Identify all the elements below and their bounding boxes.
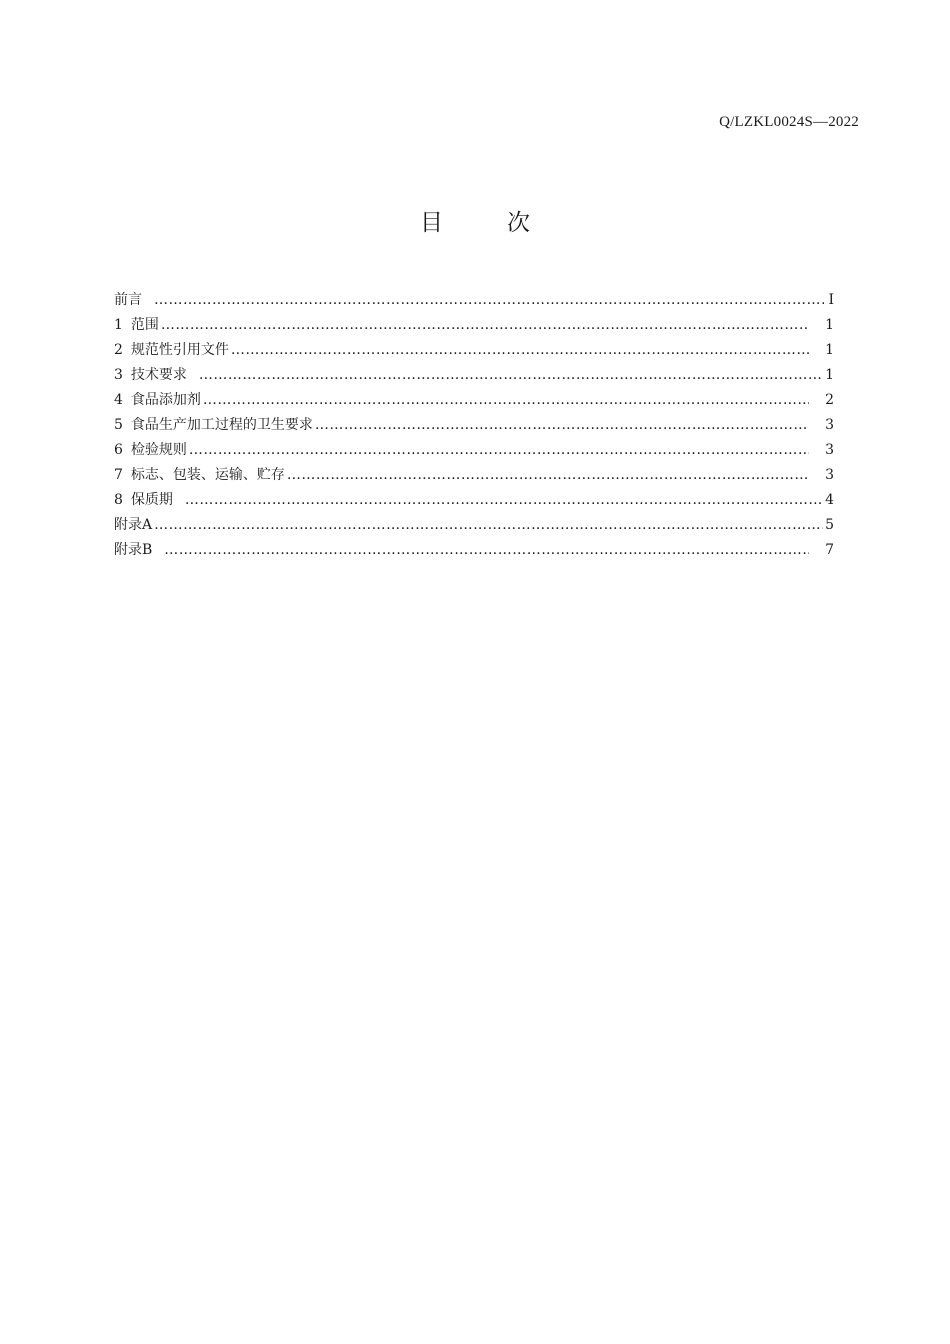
toc-entry-marking-packaging[interactable] xyxy=(114,465,834,490)
toc-leader-dots xyxy=(154,290,824,310)
toc-entry-number: 1 xyxy=(114,317,123,333)
toc-leader-dots xyxy=(164,540,809,560)
document-code: Q/LZKL0024S—2022 xyxy=(719,114,859,130)
toc-entry-page: 5 xyxy=(825,517,834,533)
toc-entry-page: 4 xyxy=(825,492,834,508)
table-of-contents xyxy=(114,290,834,565)
toc-entry-normative-references[interactable] xyxy=(114,340,834,365)
toc-entry-page: 2 xyxy=(825,392,834,408)
toc-entry-hygiene-requirements[interactable] xyxy=(114,415,834,440)
toc-entry-inspection-rules[interactable] xyxy=(114,440,834,465)
toc-leader-dots xyxy=(287,465,809,485)
toc-entry-page: 1 xyxy=(825,367,834,383)
toc-leader-dots xyxy=(185,490,823,510)
toc-entry-number: 8 xyxy=(114,492,123,508)
toc-leader-dots xyxy=(315,415,809,435)
toc-entry-preface[interactable] xyxy=(114,290,834,315)
toc-title-char-2: 次 xyxy=(507,210,530,236)
toc-entry-appendix-a[interactable] xyxy=(114,515,834,540)
toc-entry-number: 5 xyxy=(114,417,123,433)
toc-entry-label: 食品生产加工过程的卫生要求 xyxy=(130,417,313,433)
toc-entry-page: 3 xyxy=(825,442,834,458)
toc-entry-label: 保质期 xyxy=(130,492,173,508)
toc-entry-page: 1 xyxy=(825,342,834,358)
toc-entry-technical-requirements[interactable] xyxy=(114,365,834,390)
toc-entry-label: 检验规则 xyxy=(130,442,187,458)
toc-title-char-1: 目 xyxy=(420,210,443,236)
toc-leader-dots xyxy=(189,440,809,460)
toc-leader-dots xyxy=(199,365,823,385)
toc-entry-number: 6 xyxy=(114,442,123,458)
toc-leader-dots xyxy=(231,340,809,360)
toc-entry-scope[interactable] xyxy=(114,315,834,340)
toc-leader-dots xyxy=(203,390,809,410)
toc-leader-dots xyxy=(154,515,823,535)
toc-title xyxy=(0,204,950,237)
toc-entry-food-additives[interactable] xyxy=(114,390,834,415)
toc-entry-page: I xyxy=(828,292,834,308)
toc-entry-number: 7 xyxy=(114,467,123,483)
toc-entry-label: 技术要求 xyxy=(130,367,187,383)
toc-entry-label: 前言 xyxy=(114,292,142,308)
toc-entry-label: 标志、包装、运输、贮存 xyxy=(130,467,285,483)
toc-entry-label: 范围 xyxy=(130,317,159,333)
toc-entry-label: 规范性引用文件 xyxy=(130,342,229,358)
toc-entry-number: 4 xyxy=(114,392,123,408)
toc-entry-label: 食品添加剂 xyxy=(130,392,201,408)
toc-entry-page: 3 xyxy=(825,467,834,483)
toc-entry-appendix-b[interactable] xyxy=(114,540,834,565)
toc-entry-shelf-life[interactable] xyxy=(114,490,834,515)
toc-leader-dots xyxy=(161,315,809,335)
toc-entry-label: 附录B xyxy=(114,542,153,558)
toc-entry-label: 附录A xyxy=(114,517,153,533)
toc-entry-page: 3 xyxy=(825,417,834,433)
toc-entry-number: 2 xyxy=(114,342,123,358)
toc-entry-page: 7 xyxy=(825,542,834,558)
toc-entry-number: 3 xyxy=(114,367,123,383)
toc-entry-page: 1 xyxy=(825,317,834,333)
